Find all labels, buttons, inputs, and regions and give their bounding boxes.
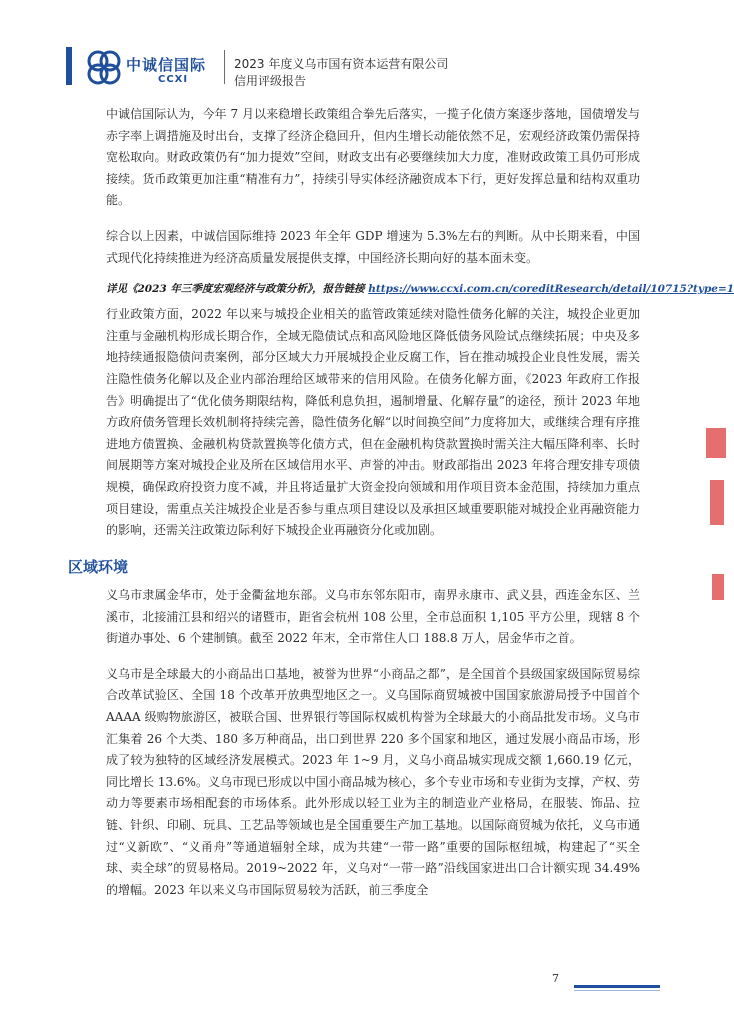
logo-english-text: CCXI — [158, 74, 189, 85]
main-content — [106, 104, 734, 542]
seal-stamp-fragment — [712, 574, 724, 600]
paragraph-gdp-forecast: 综合以上因素，中诚信国际维持 2023 年全年 GDP 增速为 5.3%左右的判断。从中长期来看，中国式现代化持续推进为经济高质量发展提供支撑，中国经济长期向好的基本面未变。 — [106, 228, 640, 265]
header-accent-bar — [66, 47, 72, 85]
page-number: 7 — [552, 972, 559, 985]
report-link[interactable]: https://www.ccxi.com.cn/coreditResearch/detail/10715?type=1 — [368, 283, 734, 296]
ccxi-logo-icon — [86, 48, 124, 86]
seal-stamp-fragment — [710, 480, 724, 525]
paragraph-industry-policy: 行业政策方面，2022 年以来与城投企业相关的监管政策延续对隐性债务化解的关注，城投企业更加注重与金融机构形成长期合作，全域无隐债试点和高风险地区降低债务风险试点继续拓展；中央及多地持续通报隐债问责案例，部分区域大力开展城投企业反腐工作，旨在推动城投企业良性发展，需关注隐性债务化解以及企业内部治理给区域带来的信用风险。在债务化解方面，《2023 年政府工作报告》明确提出了“优化债务期限结构，降低利息负担，遏制增量、化解存量”的途径，预计 2023 年地方政府债务管理长效机制将持续完善，隐性债务化解“以时间换空间”力度将加大，或继续合理有序推进地方债置换、金融机构贷款置换等化债方式，但在金融机构贷款置换时需关注大幅压降利率、长时间展期等方案对城投企业及所在区域信用水平、声誉的冲击。财政部指出 2023 年将合理安排专项债规模，确保政府投资力度不减，并且将适量扩大资金投向领域和用作项目资本金范围，持续加力重点项目建设，需重点关注城投企业是否参与重点项目建设以及承担区域重要职能对城投企业再融资能力的影响，还需关注政策边际利好下城投企业再融资分化或加剧。 — [106, 307, 640, 538]
paragraph-yiwu-location: 义乌市隶属金华市，处于金衢盆地东部。义乌市东邻东阳市，南界永康市、武义县，西连金东区、兰溪市，北接浦江县和绍兴的诸暨市，距省会杭州 108 公里，全市总面积 1,105 平方公里，现辖 8 个街道办事处、6 个建制镇。截至 2022 年末，全市常住人口 188.8 万人，居金华市之首。 — [106, 588, 640, 646]
header-divider — [224, 50, 225, 84]
report-link-label: 详见《2023 年三季度宏观经济与政策分析》，报告链接 — [106, 283, 365, 296]
report-title: 2023 年度义乌市国有资本运营有限公司 — [234, 57, 449, 71]
report-subtitle: 信用评级报告 — [234, 74, 307, 88]
regional-content — [106, 585, 640, 901]
footer-rule — [574, 985, 660, 988]
logo-chinese-text: 中诚信国际 — [126, 56, 207, 74]
page-header — [0, 0, 724, 96]
report-link-line — [106, 281, 734, 296]
paragraph-yiwu-commerce: 义乌市是全球最大的小商品出口基地，被誉为世界“小商品之都”，是全国首个县级国家级国际贸易综合改革试验区、全国 18 个改革开放典型地区之一。义乌国际商贸城被中国国家旅游局授予中国首个 AAAA 级购物旅游区，被联合国、世界银行等国际权威机构誉为全球最大的小商品批发市场。义乌市汇集着 26 个大类、180 多万种商品，出口到世界 220 多个国家和地区，通过发展小商品市场，形成了较为独特的区域经济发展模式。2023 年 1~9 月，义乌小商品城实现成交额 1,660.19 亿元，同比增长 13.6%。义乌市现已形成以中国小商品城为核心，多个专业市场和专业街为支撑，产权、劳动力等要素市场相配套的市场体系。此外形成以轻工业为主的制造业产业格局，在服装、饰品、拉链、针织、印刷、玩具、工艺品等领域也是全国重要生产加工基地。以国际商贸城为依托，义乌市通过“义新欧”、“义甬舟”等通道辐射全球，成为共建“一带一路”重要的国际枢纽城，构建起了“买全球、卖全球”的贸易格局。2019~2022 年，义乌对“一带一路”沿线国家进出口合计额实现 34.49%的增幅。2023 年以来义乌市国际贸易较为活跃，前三季度全 — [106, 666, 640, 897]
footer-rule-thin — [574, 990, 660, 991]
paragraph-macro-policy: 中诚信国际认为，今年 7 月以来稳增长政策组合拳先后落实，一揽子化债方案逐步落地，国债增发与赤字率上调措施及时出台，支撑了经济企稳回升，但内生增长动能依然不足，宏观经济政策仍需保持宽松取向。财政政策仍有“加力提效”空间，财政支出有必要继续加大力度，准财政政策工具仍可形成接续。货币政策更加注重“精准有力”，持续引导实体经济融资成本下行，更好发挥总量和结构双重功能。 — [106, 107, 640, 208]
seal-stamp-fragment — [706, 428, 726, 458]
company-logo — [86, 48, 226, 88]
section-title-regional-environment: 区域环境 — [68, 558, 129, 576]
